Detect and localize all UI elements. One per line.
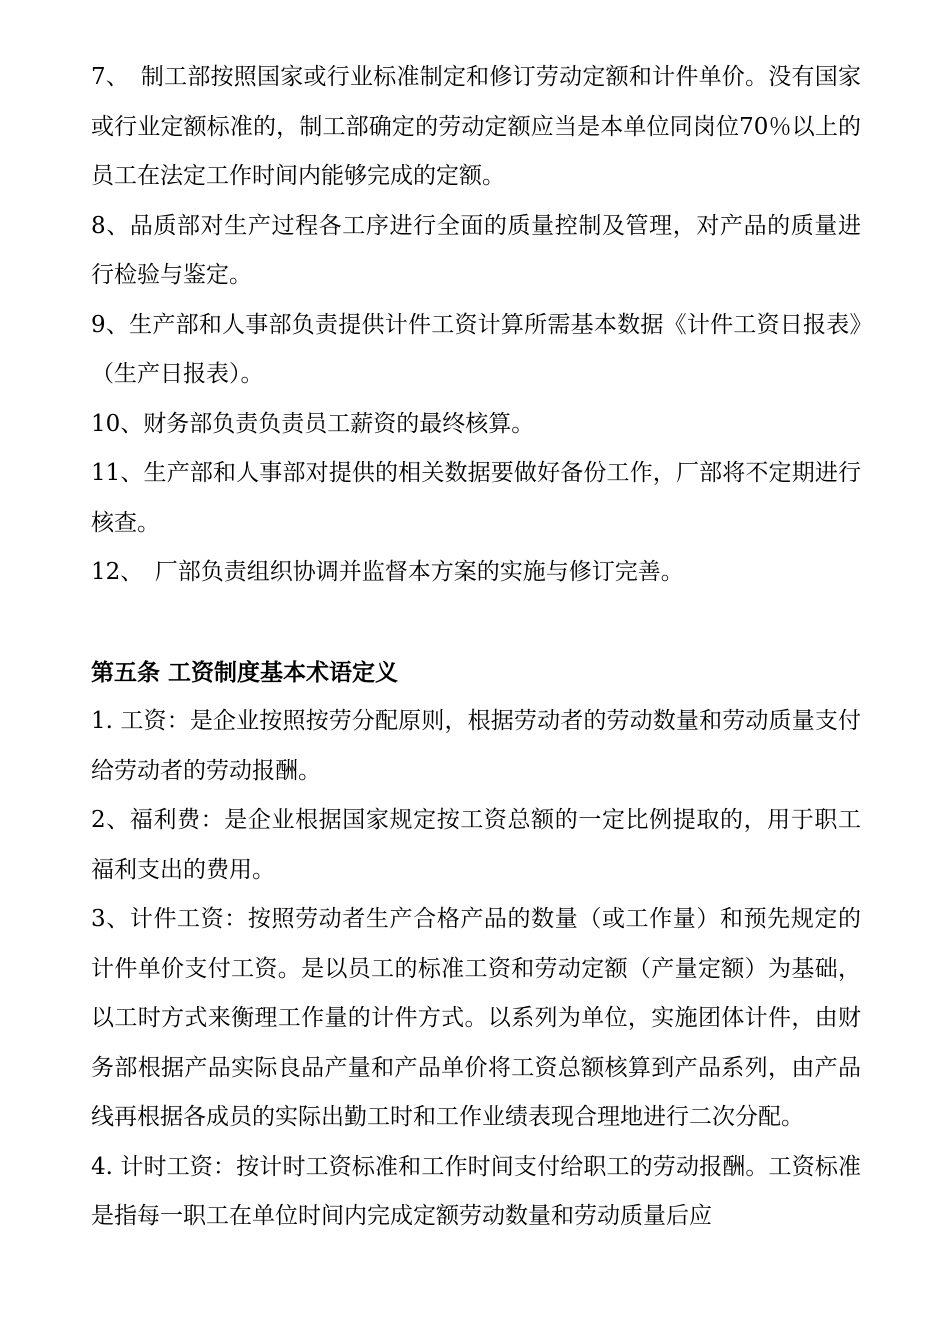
- paragraph-item-11: 11、生产部和人事部对提供的相关数据要做好备份工作，厂部将不定期进行核查。: [91, 460, 861, 536]
- definition-piece-rate: 3、计件工资：按照劳动者生产合格产品的数量（或工作量）和预先规定的计件单价支付工资。是以员工的标准工资和劳动定额（产量定额）为基础，以工时方式来衡理工作量的计件方式。以系列为单位，实施团体计件，由财务部根据产品实际良品产量和产品单价将工资总额核算到产品系列，由产品线再根据各成员的实际出勤工时和工作业绩表现合理地进行二次分配。: [91, 906, 861, 1130]
- paragraph-item-7: 7、 制工部按照国家或行业标准制定和修订劳动定额和计件单价。没有国家或行业定额标准的，制工部确定的劳动定额应当是本单位同岗位70％以上的员工在法定工作时间内能够完成的定额。: [91, 64, 861, 189]
- section-heading: 第五条 工资制度基本术语定义: [91, 658, 399, 686]
- definition-time-rate: 4. 计时工资：按计时工资标准和工作时间支付给职工的劳动报酬。工资标准是指每一职工在单位时间内完成定额劳动数量和劳动质量后应: [91, 1153, 861, 1229]
- definition-wages: 1. 工资：是企业按照按劳分配原则，根据劳动者的劳动数量和劳动质量支付给劳动者的劳动报酬。: [91, 708, 861, 784]
- document-page: [91, 53, 861, 1242]
- paragraph-item-12: 12、 厂部负责组织协调并监督本方案的实施与修订完善。: [91, 559, 684, 585]
- paragraph-item-9: 9、生产部和人事部负责提供计件工资计算所需基本数据《计件工资日报表》（生产日报表）。: [91, 311, 861, 387]
- paragraph-item-10: 10、财务部负责负责员工薪资的最终核算。: [91, 410, 535, 437]
- definition-welfare: 2、福利费：是企业根据国家规定按工资总额的一定比例提取的，用于职工福利支出的费用。: [91, 807, 861, 883]
- paragraph-item-8: 8、品质部对生产过程各工序进行全面的质量控制及管理，对产品的质量进行检验与鉴定。: [91, 212, 861, 288]
